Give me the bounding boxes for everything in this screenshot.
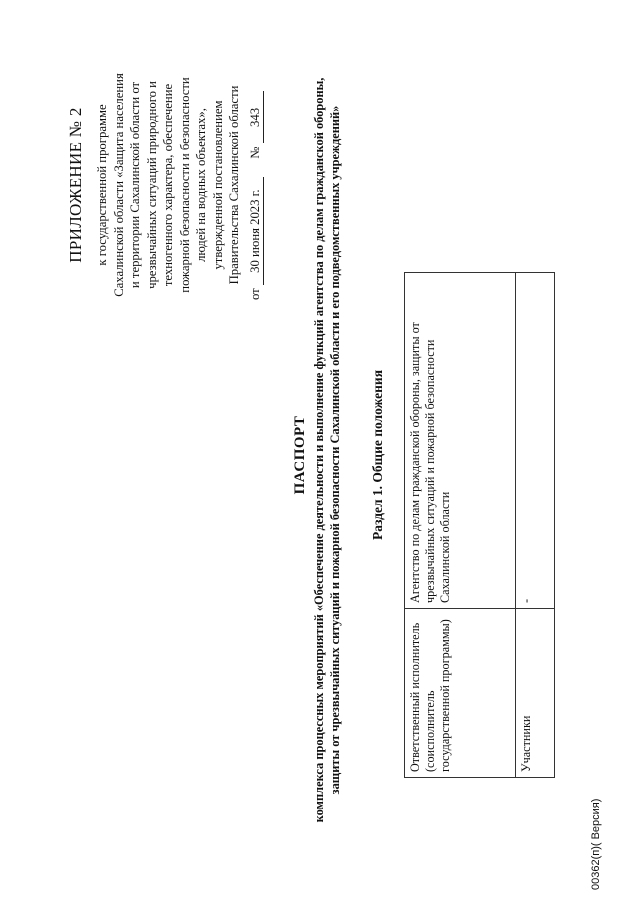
table-row-label: Ответственный исполнитель (соисполнитель государственной программы) xyxy=(405,609,516,778)
approval-number: 343 xyxy=(248,91,264,143)
annex-description: к государственной программе Сахалинской области «Защита населения и территории Сахалинской области от чрезвычайных ситуаций природного и техногенного характера, обеспечение пожарной безопасности и безопасности людей на водных объектах», утвержденной постановлением Правительства Сахалинской области xyxy=(95,73,241,297)
passport-title: ПАСПОРТ xyxy=(292,415,308,495)
passport-subtitle: комплекса процессных мероприятий «Обеспечение деятельности и выполнение функций агентства по делам гражданской обороны, защиты от чрезвычайных ситуаций и пожарной безопасности Сахалинской области и его подведомственных учреждений» xyxy=(312,77,342,823)
number-label: № xyxy=(248,146,262,159)
document-code: 00362(п)( Версия) xyxy=(590,798,602,890)
annex-block xyxy=(66,70,243,300)
approval-date: 30 июня 2023 г. xyxy=(248,177,264,285)
annex-signature-line xyxy=(246,60,264,300)
table-row-value: Агентство по делам гражданской обороны, защиты от чрезвычайных ситуаций и пожарной безопасности Сахалинской области xyxy=(405,273,516,609)
table-row-label: Участники xyxy=(516,609,555,778)
annex-title: ПРИЛОЖЕНИЕ № 2 xyxy=(66,107,85,263)
general-provisions-table xyxy=(404,272,555,778)
from-label: от xyxy=(248,288,262,300)
table-row xyxy=(516,273,555,778)
table-row-value: - xyxy=(516,273,555,609)
table-row xyxy=(405,273,516,778)
section-heading: Раздел 1. Общие положения xyxy=(370,369,385,541)
